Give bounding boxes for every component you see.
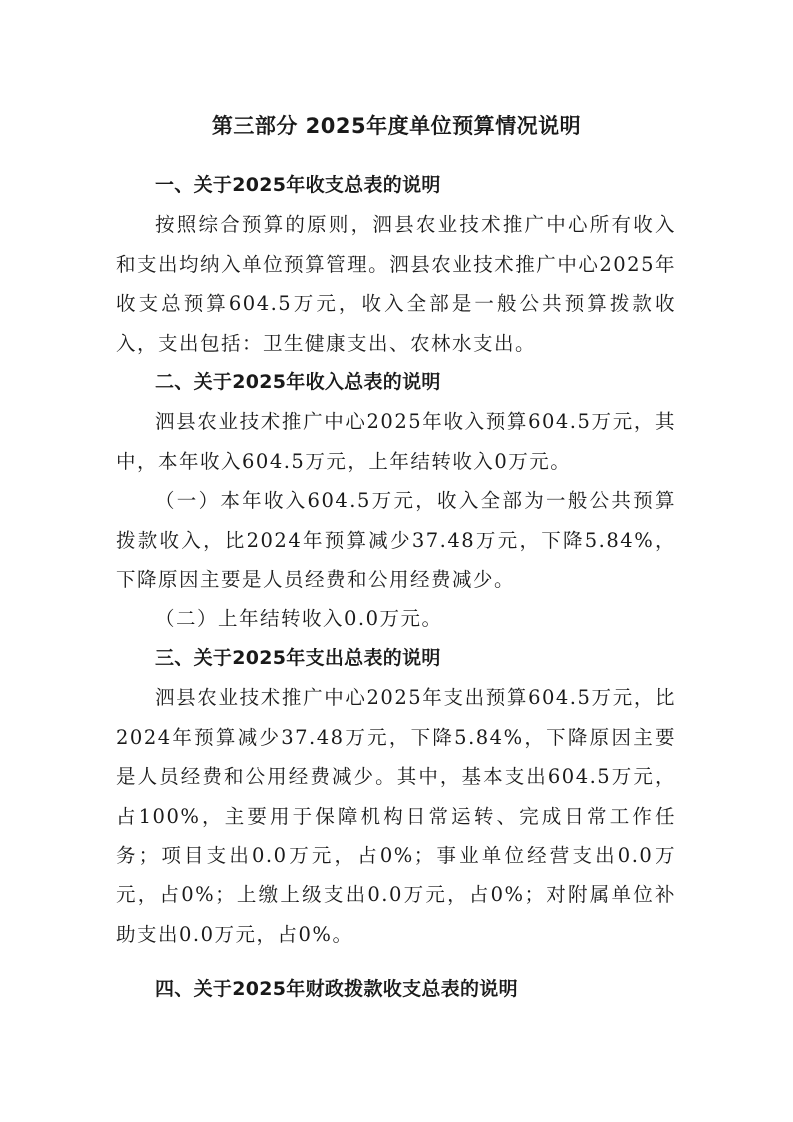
document-body xyxy=(116,166,676,1010)
section-2-paragraph-2: （一）本年收入604.5万元，收入全部为一般公共预算拨款收入，比2024年预算减少37.48万元，下降5.84%，下降原因主要是人员经费和公用经费减少。 xyxy=(116,489,676,592)
section-heading-2: 二、关于2025年收入总表的说明 xyxy=(155,371,441,394)
page-title: 第三部分 2025年度单位预算情况说明 xyxy=(211,114,582,138)
section-2-paragraph-3: （二）上年结转收入0.0万元。 xyxy=(155,607,443,631)
section-heading-4: 四、关于2025年财政拨款收支总表的说明 xyxy=(155,978,518,1001)
section-heading-1: 一、关于2025年收支总表的说明 xyxy=(155,174,441,196)
section-1-paragraph-1: 按照综合预算的原则，泗县农业技术推广中心所有收入和支出均纳入单位预算管理。泗县农业技术推广中心2025年收支总预算604.5万元，收入全部是一般公共预算拨款收入，支出包括：卫生健康支出、农林水支出。 xyxy=(116,213,676,355)
section-heading-3: 三、关于2025年支出总表的说明 xyxy=(155,646,441,669)
section-2-paragraph-1: 泗县农业技术推广中心2025年收入预算604.5万元，其中，本年收入604.5万元，上年结转收入0万元。 xyxy=(116,410,676,473)
section-3-paragraph-1: 泗县农业技术推广中心2025年支出预算604.5万元，比2024年预算减少37.48万元，下降5.84%，下降原因主要是人员经费和公用经费减少。其中，基本支出604.5万元，占100%，主要用于保障机构日常运转、完成日常工作任务；项目支出0.0万元，占0%；事业单位经营支出0.0万元，占0%；上缴上级支出0.0万元，占0%；对附属单位补助支出0.0万元，占0%。 xyxy=(116,686,676,946)
